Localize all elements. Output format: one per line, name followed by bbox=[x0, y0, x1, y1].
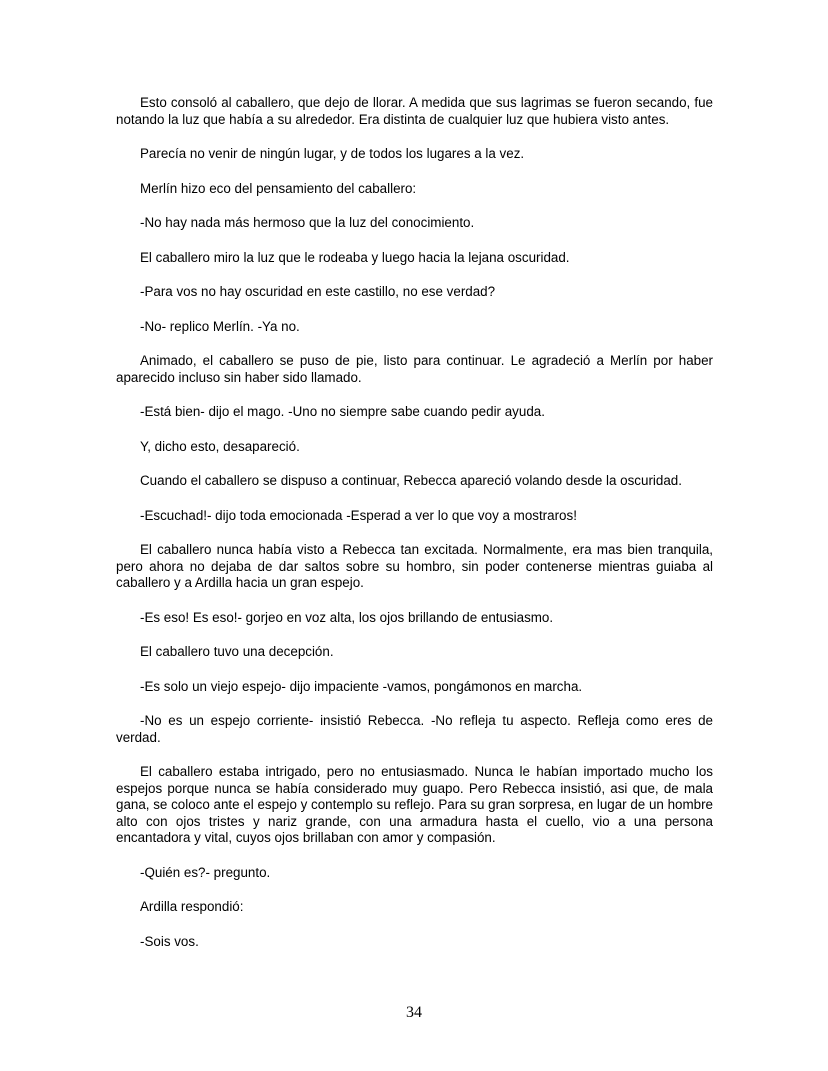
paragraph: -Está bien- dijo el mago. -Uno no siempre sabe cuando pedir ayuda. bbox=[140, 404, 545, 419]
paragraph: Ardilla respondió: bbox=[140, 899, 244, 914]
paragraph: El caballero nunca había visto a Rebecca tan excitada. Normalmente, era mas bien tranquila, pero ahora no dejaba de dar saltos sobre su hombro, sin poder contenerse mientras guiaba al caballero y a Ardilla hacia un gran espejo. bbox=[116, 542, 713, 590]
page-body bbox=[116, 95, 713, 968]
paragraph: Animado, el caballero se puso de pie, listo para continuar. Le agradeció a Merlín por haber aparecido incluso sin haber sido llamado. bbox=[116, 353, 713, 385]
paragraph: El caballero tuvo una decepción. bbox=[140, 644, 334, 659]
paragraph: El caballero miro la luz que le rodeaba y luego hacia la lejana oscuridad. bbox=[140, 249, 570, 265]
paragraph: Parecía no venir de ningún lugar, y de todos los lugares a la vez. bbox=[140, 146, 525, 161]
paragraph: -Sois vos. bbox=[140, 933, 199, 949]
paragraph: Cuando el caballero se dispuso a continuar, Rebecca apareció volando desde la oscuridad. bbox=[140, 473, 682, 488]
paragraph: Y, dicho esto, desapareció. bbox=[140, 438, 300, 454]
paragraph: -No es un espejo corriente- insistió Rebecca. -No refleja tu aspecto. Refleja como eres de verdad. bbox=[116, 713, 713, 745]
paragraph: -Quién es?- pregunto. bbox=[140, 864, 271, 880]
paragraph: -No- replico Merlín. -Ya no. bbox=[140, 318, 300, 334]
paragraph: Merlín hizo eco del pensamiento del caballero: bbox=[140, 180, 417, 196]
paragraph: El caballero estaba intrigado, pero no entusiasmado. Nunca le habían importado mucho los espejos porque nunca se había considerado muy guapo. Pero Rebecca insistió, asi que, de mala gana, se coloco ante el espejo y contemplo su reflejo. Para su gran sorpresa, en lugar de un hombre alto con ojos tristes y nariz grande, con una armadura hasta el cuello, vio a una persona encantadora y vital, cuyos ojos brillaban con amor y compasión. bbox=[116, 764, 713, 845]
paragraph: -Escuchad!- dijo toda emocionada -Esperad a ver lo que voy a mostraros! bbox=[140, 507, 577, 523]
page-number: 34 bbox=[406, 1004, 422, 1021]
paragraph: -Es eso! Es eso!- gorjeo en voz alta, los ojos brillando de entusiasmo. bbox=[140, 609, 554, 625]
paragraph: -Es solo un viejo espejo- dijo impaciente -vamos, pongámonos en marcha. bbox=[140, 678, 583, 694]
paragraph: -No hay nada más hermoso que la luz del conocimiento. bbox=[140, 215, 475, 230]
paragraph: -Para vos no hay oscuridad en este castillo, no ese verdad? bbox=[140, 284, 496, 299]
paragraph: Esto consoló al caballero, que dejo de llorar. A medida que sus lagrimas se fueron secando, fue notando la luz que había a su alrededor. Era distinta de cualquier luz que hubiera visto antes. bbox=[116, 95, 713, 127]
